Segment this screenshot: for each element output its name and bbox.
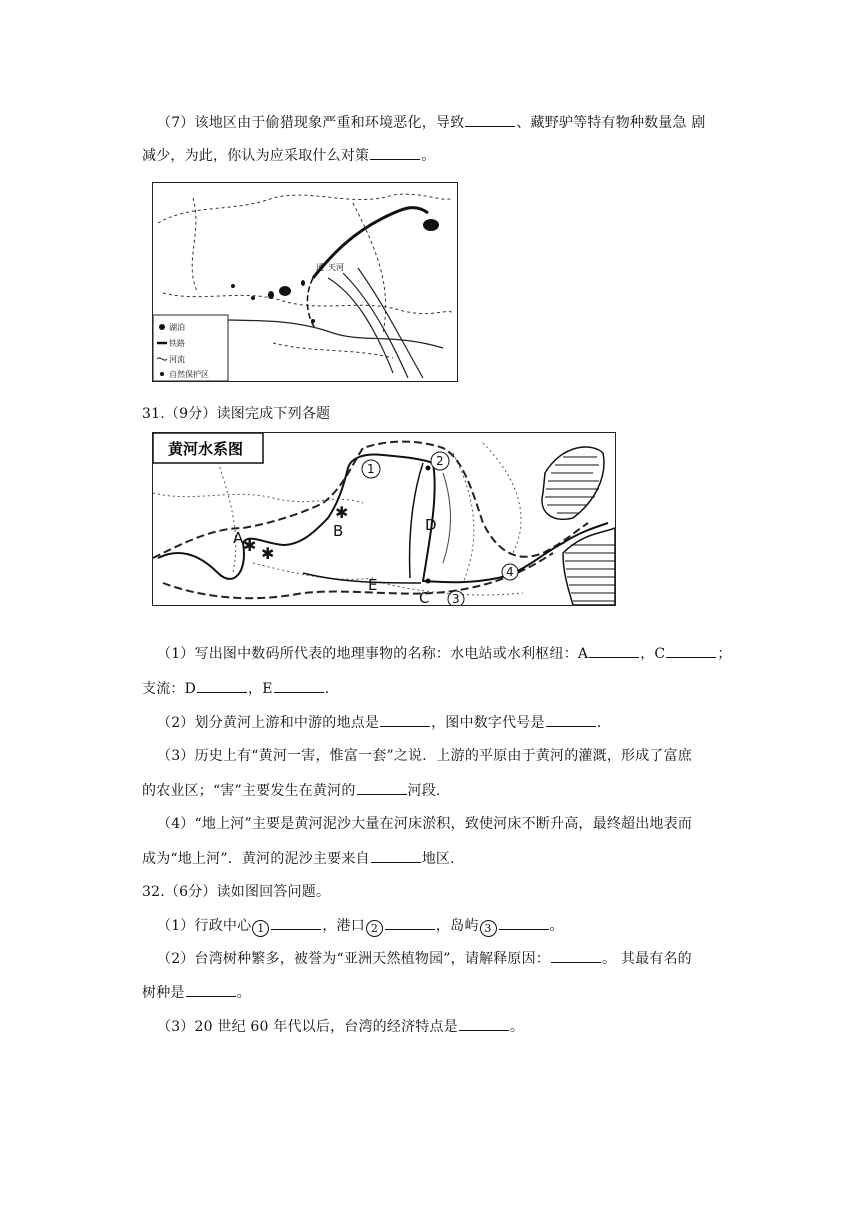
q32-p1	[157, 915, 564, 937]
q30-7-text2-end: 。	[421, 148, 436, 164]
answer-blank[interactable]	[357, 780, 407, 795]
q31-p2-c: .	[596, 715, 602, 731]
q31-p1-l2-a: 支流：D	[142, 681, 197, 697]
q31-p3-line2	[142, 780, 441, 800]
legend-reserve: 自然保护区	[169, 370, 209, 379]
answer-blank[interactable]	[271, 915, 321, 930]
q32-p3-b: 。	[509, 1019, 525, 1035]
q31-p4-l1: （4）“地上河”主要是黄河泥沙大量在河床淤积，致使河床不断升高，最终超出地表而	[157, 816, 693, 832]
label-A: A	[233, 529, 244, 547]
q31-p4-l2b: 地区.	[421, 851, 455, 867]
yellow-river-drawing	[153, 433, 615, 605]
map1-label-tianhe: 天河	[328, 263, 344, 272]
q32-p2-l2b: 。	[236, 985, 251, 1001]
label-3: 3	[452, 592, 460, 605]
answer-blank-C[interactable]	[666, 643, 716, 658]
q31-p2	[157, 712, 601, 732]
q31-p1-text-c: ；	[717, 646, 732, 662]
q31-p1-line1	[157, 643, 732, 663]
legend-railway: 铁路	[169, 339, 185, 348]
q31-p1-l2-c: .	[324, 681, 330, 697]
answer-blank-D[interactable]	[197, 678, 247, 693]
label-C: C	[419, 589, 430, 605]
circled-number-3: 3	[480, 920, 497, 937]
legend-lake: 湖泊	[169, 323, 185, 332]
q32-p2-line2	[142, 982, 251, 1002]
map-title: 黄河水系图	[168, 440, 244, 458]
q32-p2-l2a: 树种是	[142, 985, 185, 1001]
label-E: E	[368, 576, 378, 594]
q31-title	[142, 403, 330, 423]
answer-blank[interactable]	[465, 112, 515, 127]
q32-p3	[157, 1016, 524, 1036]
q30-7-text1: （7）该地区由于偷猎现象严重和环境恶化，导致	[157, 115, 465, 131]
tibet-map-drawing	[153, 183, 457, 381]
q31-p1-text-b: ，C	[640, 646, 666, 662]
circled-number-2: 2	[366, 920, 383, 937]
q32-p1-b: ，港口	[322, 918, 365, 934]
answer-blank[interactable]	[380, 712, 430, 727]
label-B: B	[333, 522, 344, 540]
q32-p2-line1	[157, 948, 692, 968]
q31-p4-line2	[142, 848, 455, 868]
label-2: 2	[436, 454, 444, 468]
answer-blank[interactable]	[499, 915, 549, 930]
svg-text:✱: ✱	[261, 544, 275, 563]
q32-p1-c: ，岛屿	[435, 918, 479, 934]
q31-p1-line2	[142, 678, 329, 698]
q31-p3-line1	[157, 745, 692, 765]
answer-blank[interactable]	[546, 712, 596, 727]
map1-label-tong: 通	[316, 263, 324, 272]
q31-p1-text-a: （1）写出图中数码所代表的地理事物的名称：水电站或水利枢纽：A	[157, 646, 589, 662]
answer-blank[interactable]	[551, 948, 601, 963]
tibet-map	[152, 182, 458, 382]
answer-blank-A[interactable]	[589, 643, 639, 658]
label-4: 4	[506, 565, 514, 579]
answer-blank[interactable]	[370, 145, 420, 160]
q31-p2-a: （2）划分黄河上游和中游的地点是	[157, 715, 380, 731]
q31-title-text: 31.（9分）读图完成下列各题	[142, 406, 331, 422]
q31-p4-l2a: 成为“地上河”．黄河的泥沙主要来自	[142, 851, 370, 867]
svg-text:✱: ✱	[335, 503, 349, 522]
answer-blank[interactable]	[459, 1016, 509, 1031]
q32-title-text: 32.（6分）读如图回答问题。	[142, 884, 331, 900]
legend-river: 河流	[169, 355, 185, 364]
answer-blank[interactable]	[385, 915, 435, 930]
q31-p4-line1	[157, 813, 692, 833]
q30-7-line1	[157, 112, 706, 132]
answer-blank[interactable]	[371, 848, 421, 863]
q32-title	[142, 881, 330, 901]
label-1: 1	[367, 462, 375, 476]
q31-p1-l2-b: ，E	[248, 681, 273, 697]
q31-p3-l2b: 河段.	[407, 783, 441, 799]
answer-blank[interactable]	[186, 982, 236, 997]
yellow-river-map	[152, 432, 616, 606]
label-D: D	[425, 516, 437, 534]
q32-p3-a: （3）20 世纪 60 年代以后，台湾的经济特点是	[157, 1019, 458, 1035]
q31-p3-l1: （3）历史上有“黄河一害，惟富一套”之说．上游的平原由于黄河的灌溉，形成了富庶	[157, 748, 693, 764]
q30-7-line2	[142, 145, 435, 165]
q30-7-text1b: 、藏野驴等特有物种数量急 剧	[516, 115, 706, 131]
q32-p2-b: 。 其最有名的	[602, 951, 692, 967]
q31-p2-b: ，图中数字代号是	[431, 715, 545, 731]
circled-number-1: 1	[252, 920, 269, 937]
svg-text:✱: ✱	[243, 536, 257, 555]
answer-blank-E[interactable]	[274, 678, 324, 693]
q32-p1-d: 。	[549, 918, 564, 934]
q31-p3-l2a: 的农业区；“害”主要发生在黄河的	[142, 783, 356, 799]
q32-p1-a: （1）行政中心	[157, 918, 252, 934]
q30-7-text2: 减少，为此，你认为应采取什么对策	[142, 148, 370, 164]
q32-p2-a: （2）台湾树种繁多，被誉为“亚洲天然植物园”，请解释原因：	[157, 951, 551, 967]
